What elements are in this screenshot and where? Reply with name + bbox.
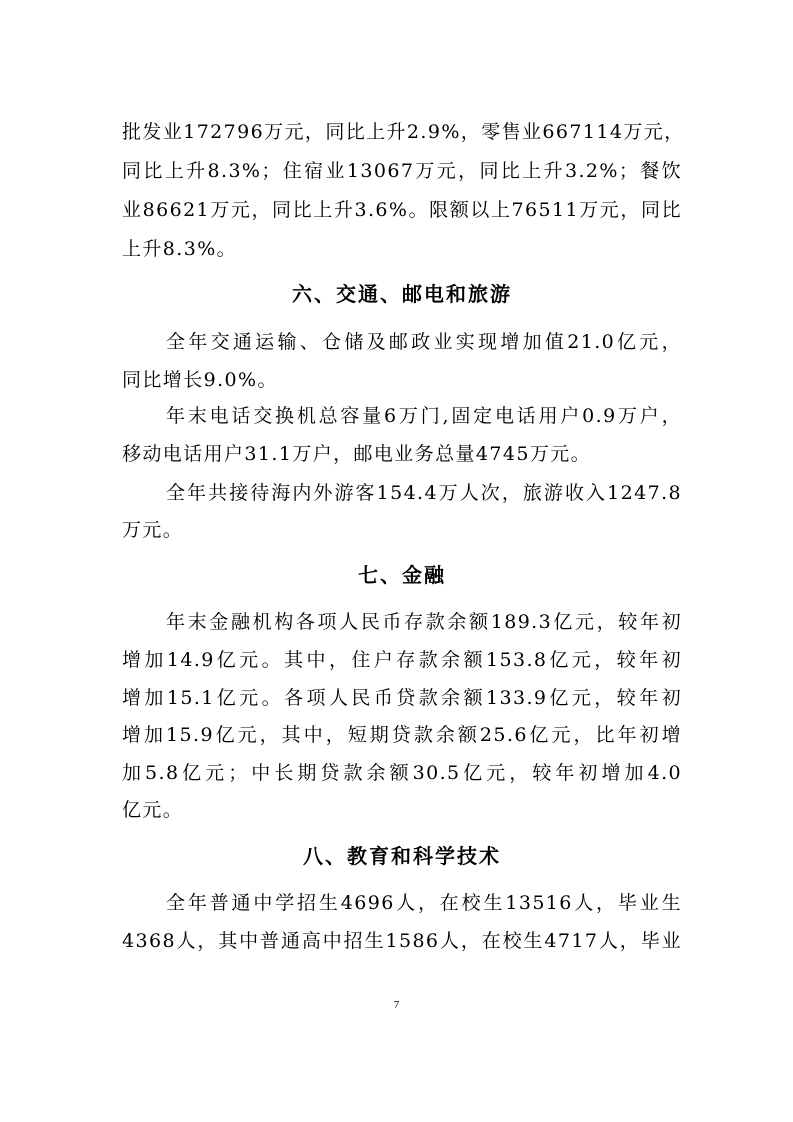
finance-paragraph-line-2: 增加14.9亿元。其中，住户存款余额153.8亿元，较年初 bbox=[122, 649, 682, 671]
commerce-paragraph-line-3: 业86621万元，同比上升3.6%。限额以上76511万元，同比 bbox=[122, 199, 682, 221]
transport-paragraph-line-2: 同比增长9.0%。 bbox=[122, 369, 278, 391]
education-paragraph-line-2: 4368人，其中普通高中招生1586人，在校生4717人，毕业 bbox=[122, 930, 682, 952]
commerce-paragraph-line-4: 上升8.3%。 bbox=[122, 238, 238, 260]
section-heading-transport: 六、交通、邮电和旅游 bbox=[292, 282, 512, 306]
tourism-paragraph-line-2: 万元。 bbox=[122, 519, 184, 541]
transport-paragraph-line-1: 全年交通运输、仓储及邮政业实现增加值21.0亿元， bbox=[166, 331, 682, 353]
finance-paragraph-line-1: 年末金融机构各项人民币存款余额189.3亿元，较年初 bbox=[166, 611, 682, 633]
section-heading-finance: 七、金融 bbox=[358, 563, 446, 587]
commerce-paragraph-line-2: 同比上升8.3%；住宿业13067万元，同比上升3.2%；餐饮 bbox=[122, 160, 682, 182]
section-heading-education: 八、教育和科学技术 bbox=[303, 844, 501, 868]
finance-paragraph-line-5: 加5.8亿元；中长期贷款余额30.5亿元，较年初增加4.0 bbox=[122, 762, 682, 784]
finance-paragraph-line-4: 增加15.9亿元，其中，短期贷款余额25.6亿元，比年初增 bbox=[122, 724, 682, 746]
finance-paragraph-line-3: 增加15.1亿元。各项人民币贷款余额133.9亿元，较年初 bbox=[122, 687, 682, 709]
tourism-paragraph-line-1: 全年共接待海内外游客154.4万人次，旅游收入1247.8 bbox=[166, 482, 682, 504]
education-paragraph-line-1: 全年普通中学招生4696人，在校生13516人，毕业生 bbox=[166, 892, 682, 914]
finance-paragraph-line-6: 亿元。 bbox=[122, 799, 184, 821]
commerce-paragraph-line-1: 批发业172796万元，同比上升2.9%，零售业667114万元， bbox=[122, 121, 685, 143]
telecom-paragraph-line-1: 年末电话交换机总容量6万门,固定电话用户0.9万户， bbox=[166, 405, 682, 427]
telecom-paragraph-line-2: 移动电话用户31.1万户，邮电业务总量4745万元。 bbox=[122, 443, 592, 465]
page-number: 7 bbox=[393, 999, 400, 1011]
